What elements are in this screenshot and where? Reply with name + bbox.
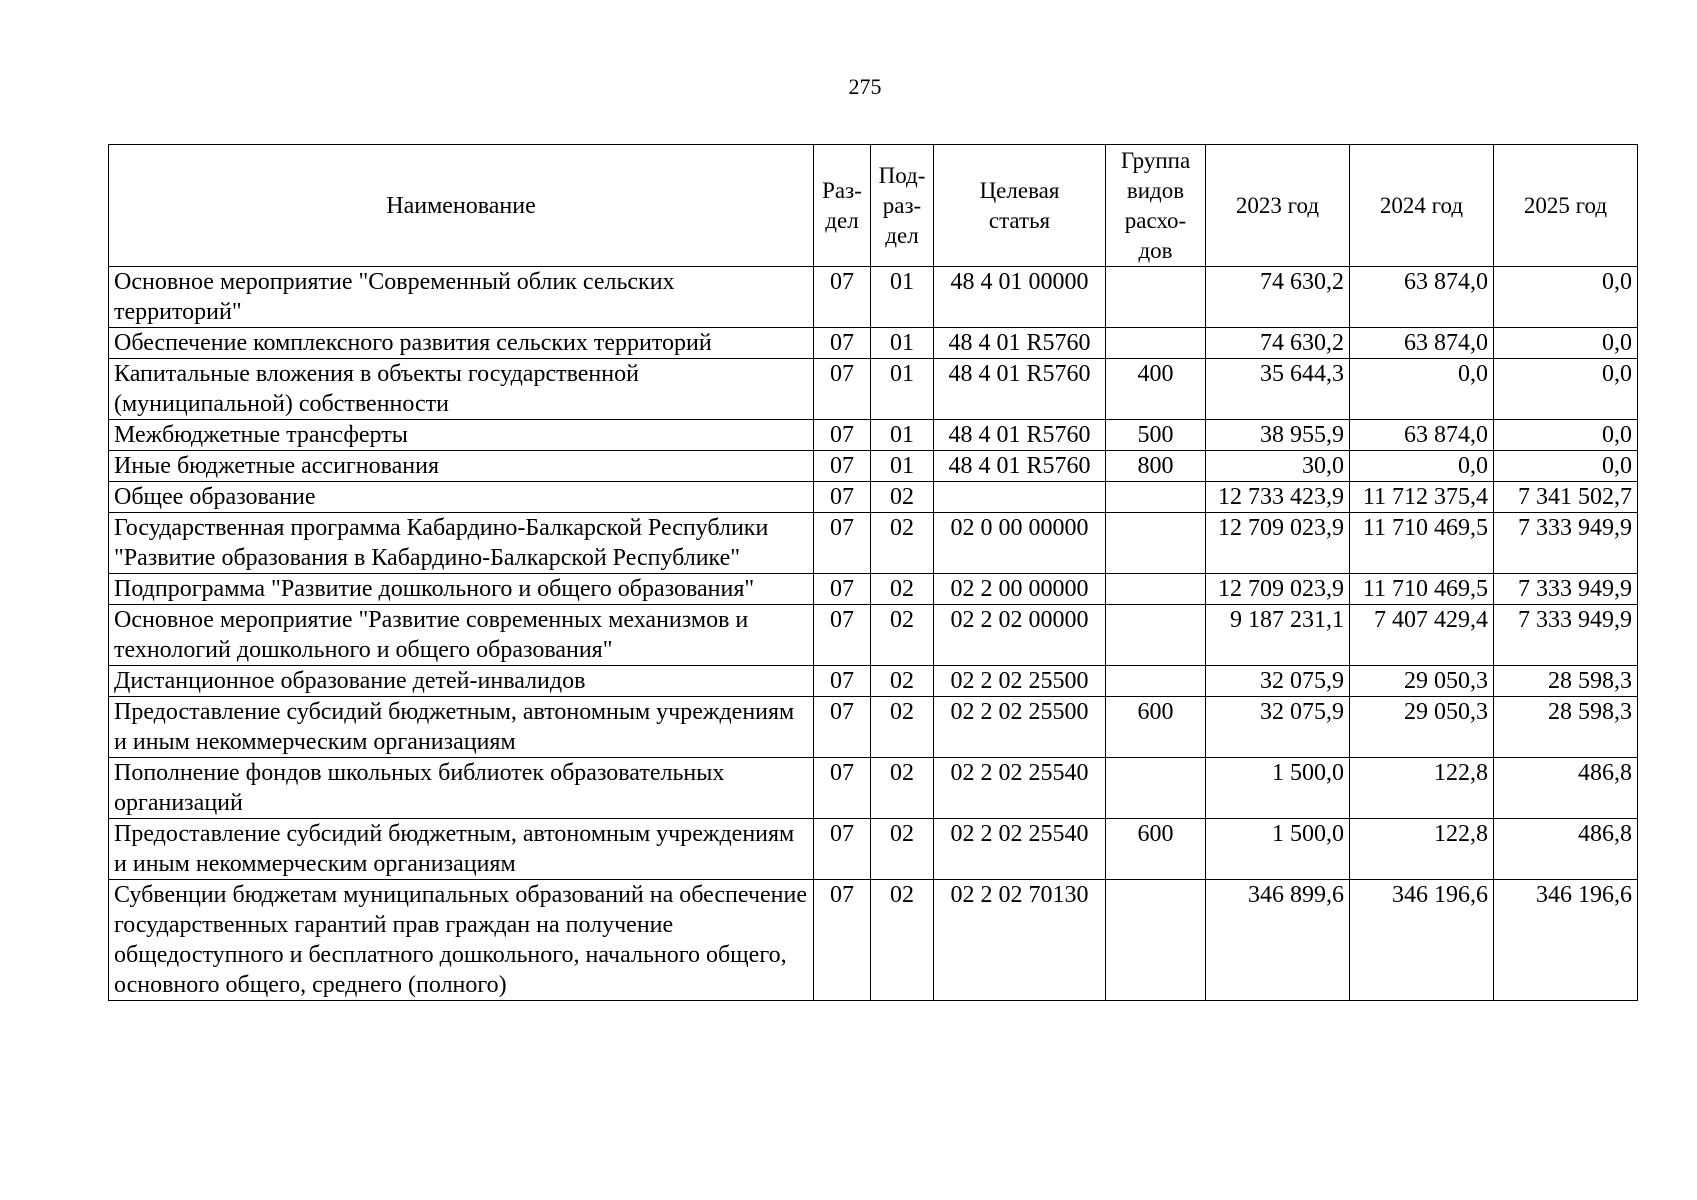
row-2023: 346 899,6 xyxy=(1206,880,1350,1001)
header-target: Целевая статья xyxy=(934,145,1106,267)
row-name: Обеспечение комплексного развития сельских территорий xyxy=(109,328,814,359)
row-2025: 486,8 xyxy=(1494,758,1638,819)
row-2024: 122,8 xyxy=(1350,819,1494,880)
row-razdel: 07 xyxy=(814,267,871,328)
row-razdel: 07 xyxy=(814,359,871,420)
row-podrazdel: 01 xyxy=(871,267,934,328)
table-body xyxy=(109,267,1638,1001)
header-name: Наименование xyxy=(109,145,814,267)
table-row xyxy=(109,267,1638,328)
table-row xyxy=(109,605,1638,666)
table-row xyxy=(109,513,1638,574)
row-group xyxy=(1106,574,1206,605)
row-name: Дистанционное образование детей-инвалидов xyxy=(109,666,814,697)
table-row xyxy=(109,880,1638,1001)
table-row xyxy=(109,758,1638,819)
table-row xyxy=(109,666,1638,697)
row-2025: 0,0 xyxy=(1494,420,1638,451)
row-target: 48 4 01 R5760 xyxy=(934,451,1106,482)
row-2024: 122,8 xyxy=(1350,758,1494,819)
row-2023: 32 075,9 xyxy=(1206,666,1350,697)
row-2025: 486,8 xyxy=(1494,819,1638,880)
row-podrazdel: 02 xyxy=(871,819,934,880)
table-header-row xyxy=(109,145,1638,267)
row-target: 48 4 01 R5760 xyxy=(934,328,1106,359)
row-name: Общее образование xyxy=(109,482,814,513)
row-group: 400 xyxy=(1106,359,1206,420)
table-row xyxy=(109,328,1638,359)
row-2024: 346 196,6 xyxy=(1350,880,1494,1001)
row-group xyxy=(1106,666,1206,697)
table-row xyxy=(109,574,1638,605)
row-2023: 1 500,0 xyxy=(1206,758,1350,819)
row-podrazdel: 02 xyxy=(871,697,934,758)
row-2025: 0,0 xyxy=(1494,451,1638,482)
table-row xyxy=(109,420,1638,451)
row-group: 800 xyxy=(1106,451,1206,482)
header-podrazdel: Под- раз- дел xyxy=(871,145,934,267)
row-target: 48 4 01 R5760 xyxy=(934,420,1106,451)
row-2025: 0,0 xyxy=(1494,359,1638,420)
row-group xyxy=(1106,605,1206,666)
table-row xyxy=(109,451,1638,482)
row-razdel: 07 xyxy=(814,758,871,819)
table-row xyxy=(109,482,1638,513)
row-group: 600 xyxy=(1106,697,1206,758)
row-2024: 11 712 375,4 xyxy=(1350,482,1494,513)
row-razdel: 07 xyxy=(814,451,871,482)
row-razdel: 07 xyxy=(814,697,871,758)
row-group xyxy=(1106,513,1206,574)
row-razdel: 07 xyxy=(814,819,871,880)
row-2023: 74 630,2 xyxy=(1206,328,1350,359)
row-2025: 0,0 xyxy=(1494,328,1638,359)
row-podrazdel: 01 xyxy=(871,420,934,451)
row-2025: 346 196,6 xyxy=(1494,880,1638,1001)
row-name: Предоставление субсидий бюджетным, автономным учреждениям и иным некоммерческим организациям xyxy=(109,697,814,758)
row-razdel: 07 xyxy=(814,420,871,451)
row-name: Межбюджетные трансферты xyxy=(109,420,814,451)
row-group xyxy=(1106,880,1206,1001)
row-2023: 32 075,9 xyxy=(1206,697,1350,758)
row-2023: 12 733 423,9 xyxy=(1206,482,1350,513)
row-2023: 74 630,2 xyxy=(1206,267,1350,328)
row-2024: 0,0 xyxy=(1350,451,1494,482)
row-name: Подпрограмма "Развитие дошкольного и общего образования" xyxy=(109,574,814,605)
row-2024: 29 050,3 xyxy=(1350,666,1494,697)
row-target: 02 2 02 70130 xyxy=(934,880,1106,1001)
row-podrazdel: 02 xyxy=(871,880,934,1001)
row-group xyxy=(1106,267,1206,328)
row-razdel: 07 xyxy=(814,666,871,697)
row-2024: 11 710 469,5 xyxy=(1350,513,1494,574)
row-podrazdel: 01 xyxy=(871,359,934,420)
row-group xyxy=(1106,758,1206,819)
row-group xyxy=(1106,482,1206,513)
row-name: Иные бюджетные ассигнования xyxy=(109,451,814,482)
row-name: Предоставление субсидий бюджетным, автономным учреждениям и иным некоммерческим организациям xyxy=(109,819,814,880)
row-razdel: 07 xyxy=(814,328,871,359)
row-razdel: 07 xyxy=(814,880,871,1001)
table-row xyxy=(109,819,1638,880)
row-razdel: 07 xyxy=(814,513,871,574)
row-2024: 0,0 xyxy=(1350,359,1494,420)
row-podrazdel: 02 xyxy=(871,758,934,819)
header-2024: 2024 год xyxy=(1350,145,1494,267)
row-podrazdel: 01 xyxy=(871,328,934,359)
row-target: 02 2 02 25540 xyxy=(934,758,1106,819)
row-2023: 12 709 023,9 xyxy=(1206,574,1350,605)
row-2024: 29 050,3 xyxy=(1350,697,1494,758)
row-2024: 63 874,0 xyxy=(1350,328,1494,359)
table-row xyxy=(109,359,1638,420)
row-2023: 12 709 023,9 xyxy=(1206,513,1350,574)
row-name: Основное мероприятие "Развитие современных механизмов и технологий дошкольного и общего образования" xyxy=(109,605,814,666)
row-razdel: 07 xyxy=(814,482,871,513)
row-2025: 7 333 949,9 xyxy=(1494,574,1638,605)
row-name: Основное мероприятие "Современный облик сельских территорий" xyxy=(109,267,814,328)
row-2025: 7 333 949,9 xyxy=(1494,605,1638,666)
row-target: 02 2 02 25500 xyxy=(934,697,1106,758)
header-group: Группа видов расхо- дов xyxy=(1106,145,1206,267)
row-target: 02 2 00 00000 xyxy=(934,574,1106,605)
row-name: Субвенции бюджетам муниципальных образований на обеспечение государственных гарантий прав граждан на получение общедоступного и бесплатного дошкольного, начального общего, основного общего, среднего (полного) xyxy=(109,880,814,1001)
row-2024: 7 407 429,4 xyxy=(1350,605,1494,666)
row-name: Государственная программа Кабардино-Балкарской Республики "Развитие образования в Кабардино-Балкарской Республике" xyxy=(109,513,814,574)
row-podrazdel: 02 xyxy=(871,513,934,574)
row-2025: 7 333 949,9 xyxy=(1494,513,1638,574)
row-group xyxy=(1106,328,1206,359)
row-2023: 30,0 xyxy=(1206,451,1350,482)
row-podrazdel: 02 xyxy=(871,605,934,666)
row-2024: 63 874,0 xyxy=(1350,420,1494,451)
row-name: Пополнение фондов школьных библиотек образовательных организаций xyxy=(109,758,814,819)
row-2025: 28 598,3 xyxy=(1494,697,1638,758)
row-2025: 28 598,3 xyxy=(1494,666,1638,697)
row-group: 500 xyxy=(1106,420,1206,451)
table-row xyxy=(109,697,1638,758)
row-2023: 38 955,9 xyxy=(1206,420,1350,451)
header-2023: 2023 год xyxy=(1206,145,1350,267)
budget-table xyxy=(108,144,1638,1001)
row-2024: 63 874,0 xyxy=(1350,267,1494,328)
row-razdel: 07 xyxy=(814,605,871,666)
row-target: 02 0 00 00000 xyxy=(934,513,1106,574)
page-number: 275 xyxy=(848,74,882,99)
header-2025: 2025 год xyxy=(1494,145,1638,267)
row-2023: 35 644,3 xyxy=(1206,359,1350,420)
row-name: Капитальные вложения в объекты государственной (муниципальной) собственности xyxy=(109,359,814,420)
row-podrazdel: 01 xyxy=(871,451,934,482)
row-podrazdel: 02 xyxy=(871,482,934,513)
row-target: 02 2 02 25500 xyxy=(934,666,1106,697)
header-razdel: Раз- дел xyxy=(814,145,871,267)
row-2023: 1 500,0 xyxy=(1206,819,1350,880)
row-podrazdel: 02 xyxy=(871,574,934,605)
row-target xyxy=(934,482,1106,513)
row-target: 02 2 02 25540 xyxy=(934,819,1106,880)
row-target: 48 4 01 00000 xyxy=(934,267,1106,328)
row-2025: 0,0 xyxy=(1494,267,1638,328)
row-group: 600 xyxy=(1106,819,1206,880)
row-2024: 11 710 469,5 xyxy=(1350,574,1494,605)
row-razdel: 07 xyxy=(814,574,871,605)
row-target: 48 4 01 R5760 xyxy=(934,359,1106,420)
row-target: 02 2 02 00000 xyxy=(934,605,1106,666)
row-podrazdel: 02 xyxy=(871,666,934,697)
row-2023: 9 187 231,1 xyxy=(1206,605,1350,666)
row-2025: 7 341 502,7 xyxy=(1494,482,1638,513)
